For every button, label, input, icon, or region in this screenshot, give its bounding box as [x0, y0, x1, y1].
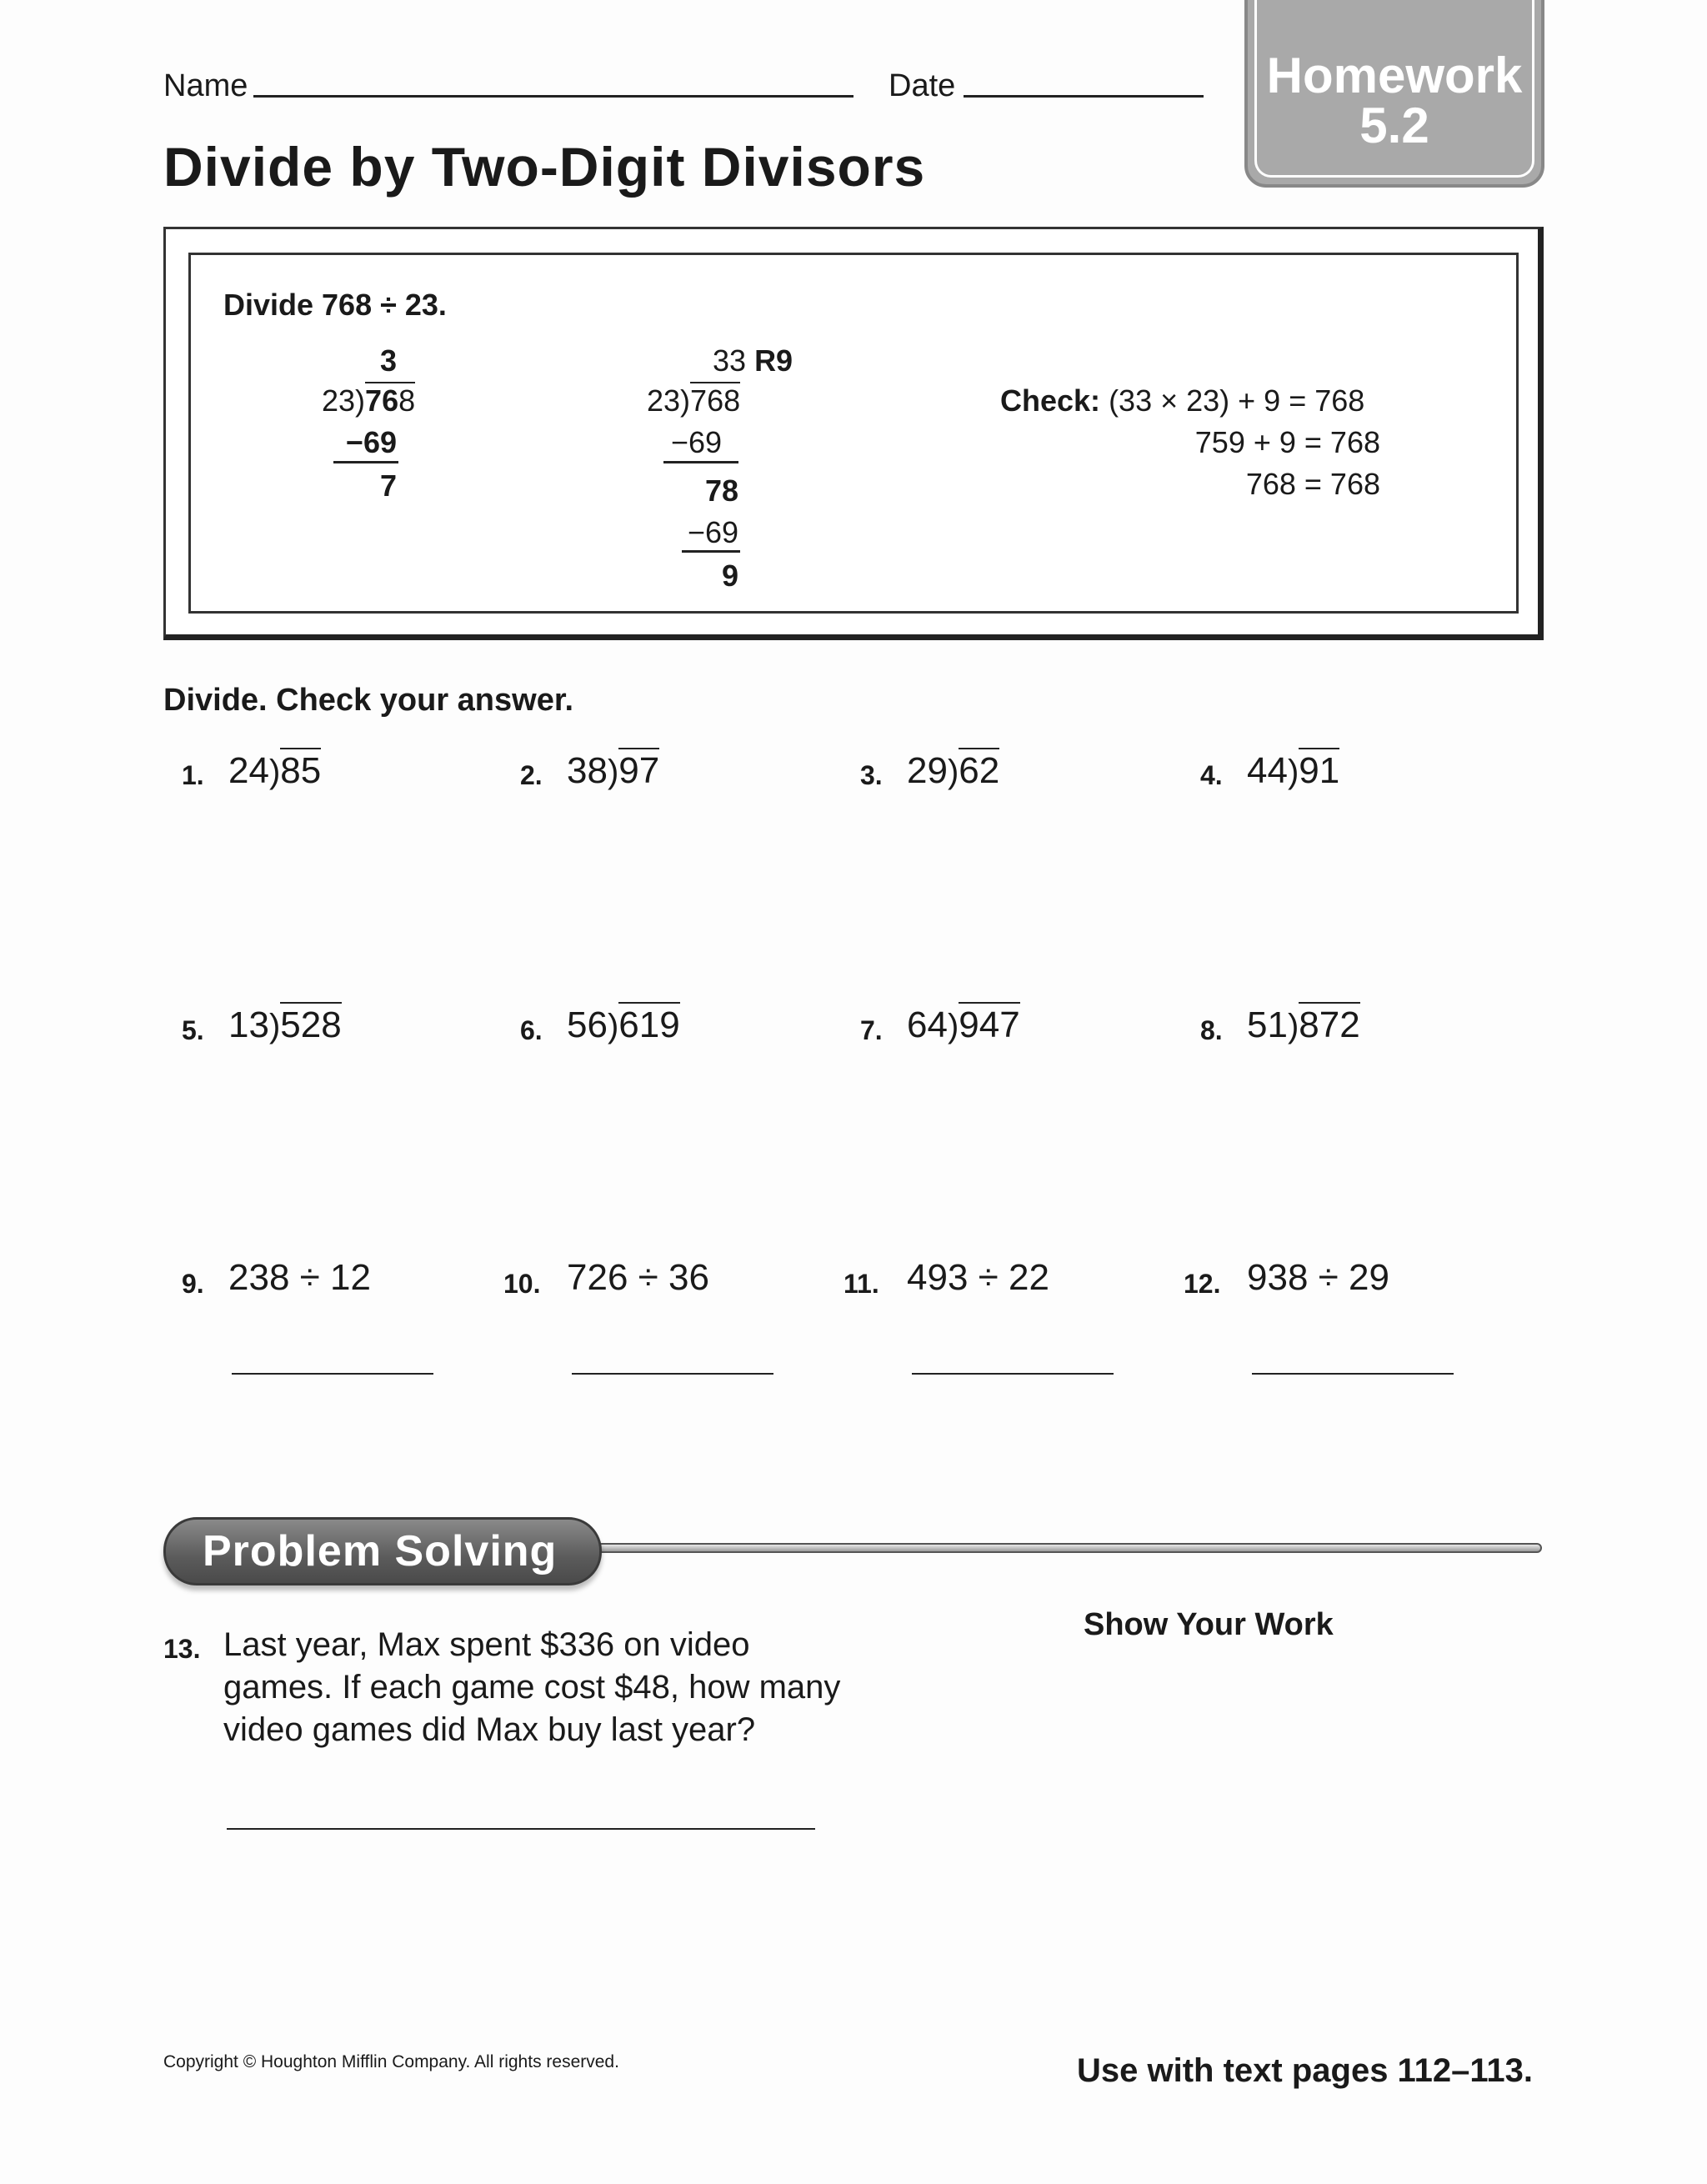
name-label: Name	[163, 68, 248, 103]
exercise-1-number: 1.	[182, 760, 204, 790]
exercise-3-number: 3.	[860, 760, 883, 790]
exercise-7	[907, 1004, 1020, 1046]
example-prompt: Divide 768 ÷ 23.	[223, 288, 447, 322]
exercise-5	[228, 1004, 342, 1046]
division-bracket-icon: )	[355, 383, 366, 418]
step1-quotient: 3	[379, 343, 397, 378]
exercise-1-divisor: 24	[228, 750, 269, 791]
homework-tab	[1244, 0, 1544, 188]
problem-solving-banner	[163, 1517, 602, 1585]
check-label: Check:	[1000, 383, 1101, 418]
division-bracket-icon: )	[680, 383, 691, 418]
date-field[interactable]	[964, 95, 1204, 98]
problem-solving-heading: Problem Solving	[203, 1527, 558, 1575]
step1-divisor: 23	[322, 383, 356, 418]
check-line1	[1000, 383, 1364, 418]
step2-remainder: 9	[721, 559, 738, 593]
exercise-6-dividend: 619	[618, 1002, 679, 1045]
exercise-11-number: 11.	[843, 1269, 879, 1299]
check-line3: 768 = 768	[1245, 467, 1380, 501]
name-field[interactable]	[253, 95, 854, 98]
step2-dividend: 768	[690, 383, 741, 418]
step2-subtract1-line	[663, 461, 738, 463]
division-bracket-icon: )	[947, 754, 959, 790]
exercise-4-dividend: 91	[1299, 748, 1339, 791]
exercise-3	[907, 750, 999, 792]
division-bracket-icon: )	[607, 754, 619, 790]
exercise-13-line2: games. If each game cost $48, how many	[223, 1669, 841, 1706]
exercise-9-answer-line[interactable]	[232, 1373, 433, 1375]
step1-dividend-rest: 8	[398, 383, 416, 418]
exercise-5-divisor: 13	[228, 1004, 269, 1045]
exercise-10-answer-line[interactable]	[572, 1373, 773, 1375]
exercise-2-divisor: 38	[567, 750, 608, 791]
step2-subtract2-line	[682, 550, 740, 553]
step1-dividend	[365, 382, 415, 418]
exercise-7-divisor: 64	[907, 1004, 948, 1045]
division-bracket-icon: )	[947, 1008, 959, 1044]
exercise-3-divisor: 29	[907, 750, 948, 791]
step2-quotient-row	[713, 343, 793, 378]
exercise-4-number: 4.	[1200, 760, 1223, 790]
exercise-8-number: 8.	[1200, 1015, 1223, 1045]
exercise-12: 938 ÷ 29	[1247, 1257, 1389, 1298]
step2-subtract2: −69	[687, 515, 738, 549]
exercise-11-answer-line[interactable]	[912, 1373, 1114, 1375]
step2-bring-down: 78	[704, 473, 738, 508]
exercise-13-line1: Last year, Max spent $336 on video	[223, 1626, 750, 1663]
exercise-2-dividend: 97	[618, 748, 659, 791]
division-bracket-icon: )	[1287, 1008, 1299, 1044]
exercise-2-number: 2.	[520, 760, 543, 790]
exercise-7-number: 7.	[860, 1015, 883, 1045]
copyright: Copyright © Houghton Mifflin Company. All rights reserved.	[163, 2052, 619, 2071]
exercise-2	[567, 750, 659, 792]
exercise-7-dividend: 947	[959, 1002, 1019, 1045]
exercise-8-dividend: 872	[1299, 1002, 1359, 1045]
exercise-8-divisor: 51	[1247, 1004, 1288, 1045]
exercise-11: 493 ÷ 22	[907, 1257, 1049, 1298]
exercise-5-number: 5.	[182, 1015, 204, 1045]
exercise-13-number: 13.	[163, 1634, 201, 1664]
text-pages-note: Use with text pages 112–113.	[1077, 2052, 1533, 2089]
exercise-10: 726 ÷ 36	[567, 1257, 709, 1298]
exercise-8	[1247, 1004, 1360, 1046]
exercise-1-dividend: 85	[280, 748, 321, 791]
exercise-4-divisor: 44	[1247, 750, 1288, 791]
exercise-6-divisor: 56	[567, 1004, 608, 1045]
date-label: Date	[889, 68, 956, 103]
exercise-6	[567, 1004, 680, 1046]
exercise-1	[228, 750, 321, 792]
step2-subtract1: −69	[670, 425, 722, 459]
instructions: Divide. Check your answer.	[163, 683, 574, 718]
show-your-work-label: Show Your Work	[1084, 1607, 1334, 1642]
step1-dividend-bold: 76	[365, 383, 399, 418]
step2-remainder-label: R9	[754, 343, 793, 378]
exercise-9: 238 ÷ 12	[228, 1257, 371, 1298]
division-bracket-icon: )	[268, 754, 281, 790]
division-bracket-icon: )	[1287, 754, 1299, 790]
step2-divisor: 23	[647, 383, 681, 418]
exercise-13-answer-line[interactable]	[227, 1828, 815, 1830]
problem-solving-rule	[597, 1543, 1542, 1553]
exercise-9-number: 9.	[182, 1269, 204, 1299]
division-bracket-icon: )	[268, 1008, 281, 1044]
exercise-4	[1247, 750, 1339, 792]
division-bracket-icon: )	[607, 1008, 619, 1044]
check-expression1: (33 × 23) + 9 = 768	[1109, 383, 1365, 418]
exercise-12-answer-line[interactable]	[1252, 1373, 1454, 1375]
step1-division	[322, 383, 415, 418]
page-title: Divide by Two-Digit Divisors	[163, 136, 926, 198]
step2-division	[647, 383, 740, 418]
step1-subtract-line	[333, 461, 398, 463]
exercise-10-number: 10.	[503, 1269, 541, 1299]
check-line2: 759 + 9 = 768	[1194, 425, 1380, 459]
step2-quotient: 33	[713, 343, 747, 378]
step1-subtract: −69	[345, 425, 397, 459]
exercise-6-number: 6.	[520, 1015, 543, 1045]
exercise-13-line3: video games did Max buy last year?	[223, 1711, 756, 1748]
exercise-3-dividend: 62	[959, 748, 999, 791]
homework-tab-label: Homework	[1266, 48, 1523, 103]
step1-remainder: 7	[379, 468, 397, 503]
exercise-12-number: 12.	[1184, 1269, 1221, 1299]
homework-tab-number: 5.2	[1359, 98, 1429, 153]
exercise-5-dividend: 528	[280, 1002, 341, 1045]
